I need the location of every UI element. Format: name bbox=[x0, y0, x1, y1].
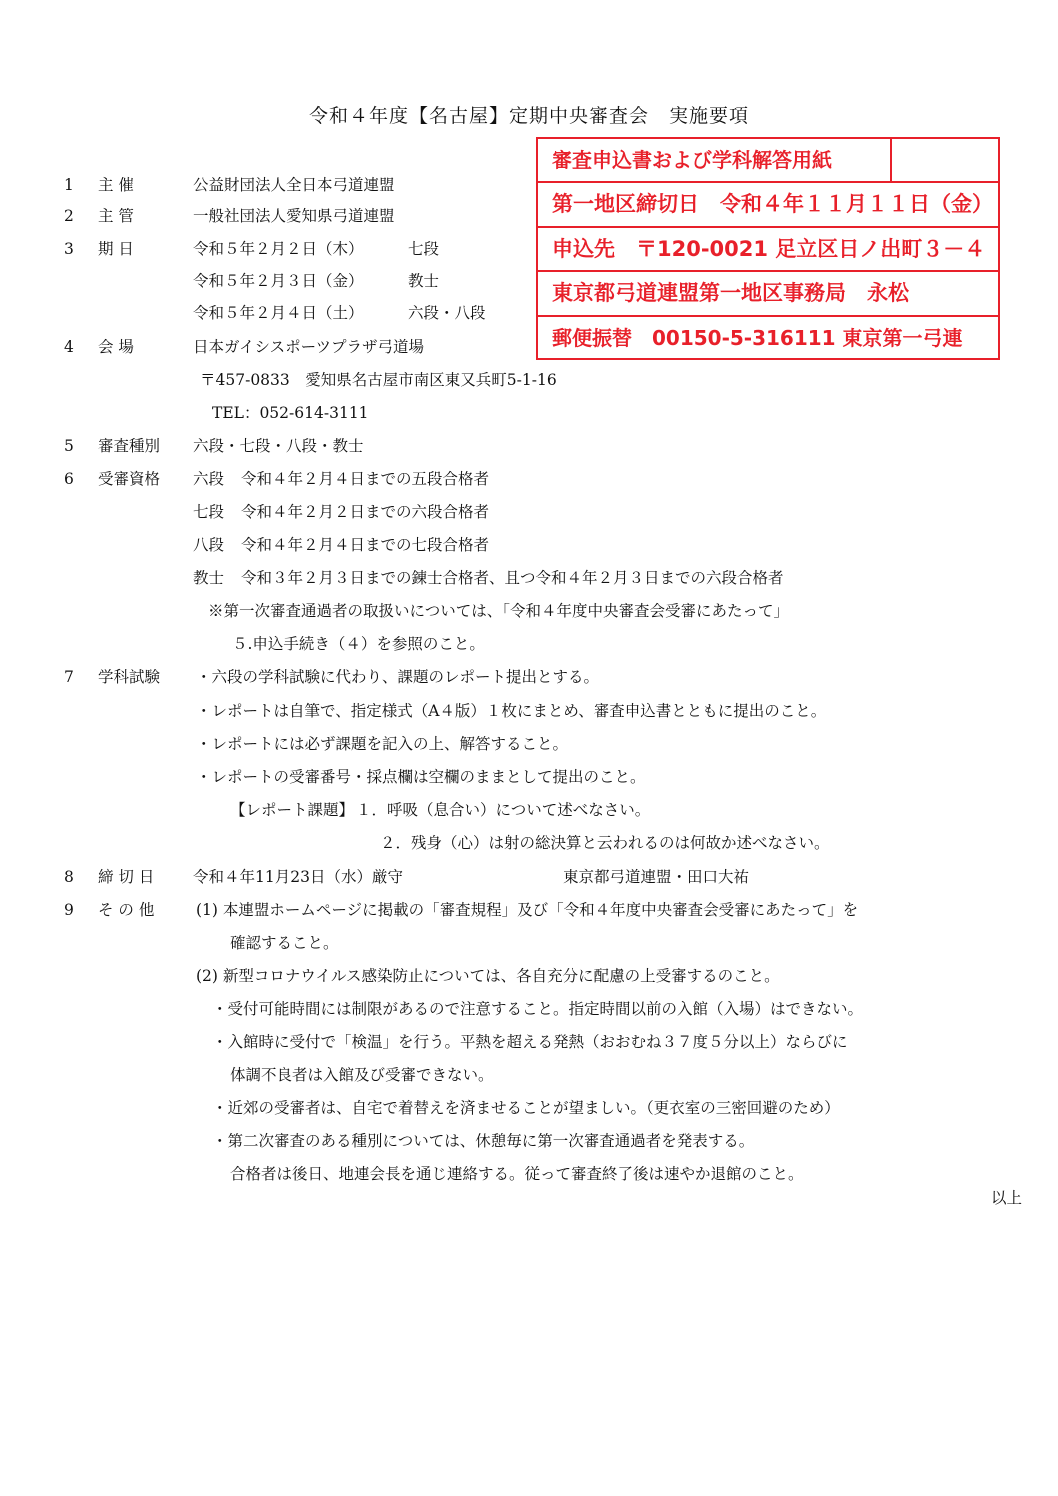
item-label: 審査種別 bbox=[98, 437, 161, 455]
report-label: 【レポート課題】 bbox=[230, 801, 355, 819]
item-text: 一般社団法人愛知県弓道連盟 bbox=[193, 207, 395, 225]
item-label: 学科試験 bbox=[98, 668, 161, 686]
item-number: 9 bbox=[64, 901, 74, 919]
exam-bullet: ・レポートの受審番号・採点欄は空欄のままとして提出のこと。 bbox=[196, 768, 646, 786]
date-value: 令和５年２月３日（金） bbox=[193, 272, 364, 290]
other-line: (1) 本連盟ホームページに掲載の「審査規程」及び「令和４年度中央審査会受審にあたって」を bbox=[196, 901, 859, 919]
item-text: 公益財団法人全日本弓道連盟 bbox=[193, 176, 395, 194]
item-number: 7 bbox=[64, 668, 74, 686]
report-topic: ２．残身（心）は射の総決算と云われるのは何故か述べなさい。 bbox=[380, 834, 830, 852]
closing-mark: 以上 bbox=[991, 1189, 1023, 1207]
other-line: ・近郊の受審者は、自宅で着替えを済ませることが望ましい。（更衣室の三密回避のため） bbox=[212, 1099, 840, 1117]
date-value: 令和５年２月２日（木） bbox=[193, 240, 364, 258]
office-row bbox=[538, 270, 998, 315]
item-label: 期 日 bbox=[98, 240, 134, 258]
other-line: ・入館時に受付で「検温」を行う。平熱を超える発熱（おおむね３７度５分以上）ならびに bbox=[212, 1033, 848, 1051]
qual-grade: 八段 bbox=[193, 536, 225, 554]
item-number: 3 bbox=[64, 240, 74, 258]
other-line: 体調不良者は入館及び受審できない。 bbox=[230, 1066, 494, 1084]
item-number: 6 bbox=[64, 470, 74, 488]
venue-tel: TEL：052-614-3111 bbox=[212, 404, 369, 422]
other-line: 確認すること。 bbox=[230, 934, 339, 952]
other-line: ・第二次審査のある種別については、休憩毎に第一次審査通過者を発表する。 bbox=[212, 1132, 755, 1150]
qual-condition: 令和４年２月４日までの七段合格者 bbox=[241, 536, 490, 554]
other-line: 合格者は後日、地連会長を通じ連絡する。従って審査終了後は速やか退館のこと。 bbox=[230, 1165, 804, 1183]
qual-note: ※第一次審査通過者の取扱いについては、「令和４年度中央審査会受審にあたって」 bbox=[208, 602, 789, 620]
item-label: 会 場 bbox=[98, 338, 134, 356]
postal-text: 郵便振替 00150-5-316111 東京第一弓連 bbox=[552, 326, 963, 350]
exam-bullet: ・レポートは自筆で、指定様式（A４版）１枚にまとめ、審査申込書とともに提出のこと。 bbox=[196, 702, 827, 720]
exam-bullet: ・レポートには必ず課題を記入の上、解答すること。 bbox=[196, 735, 569, 753]
item-label: 主 管 bbox=[98, 207, 134, 225]
venue-name: 日本ガイシスポーツプラザ弓道場 bbox=[193, 338, 424, 356]
item-label: 受審資格 bbox=[98, 470, 161, 488]
other-line: (2) 新型コロナウイルス感染防止については、各自充分に配慮の上受審するのこと。 bbox=[196, 967, 780, 985]
item-number: 2 bbox=[64, 207, 74, 225]
qual-condition: 令和３年２月３日までの錬士合格者、且つ令和４年２月３日までの六段合格者 bbox=[241, 569, 784, 587]
date-value: 令和５年２月４日（土） bbox=[193, 304, 364, 322]
qual-condition: 令和４年２月２日までの六段合格者 bbox=[241, 503, 490, 521]
item-label: そ の 他 bbox=[98, 901, 155, 919]
date-grade: 七段 bbox=[408, 240, 440, 258]
report-topic: １．呼吸（息合い）について述べなさい。 bbox=[356, 801, 651, 819]
date-grade: 六段・八段 bbox=[408, 304, 486, 322]
item-number: 8 bbox=[64, 868, 74, 886]
other-line: ・受付可能時間には制限があるので注意すること。指定時間以前の入館（入場）はできない。 bbox=[212, 1000, 864, 1018]
qual-condition: 令和４年２月４日までの五段合格者 bbox=[241, 470, 490, 488]
date-grade: 教士 bbox=[408, 272, 440, 290]
item-label: 締 切 日 bbox=[98, 868, 155, 886]
address-text: 申込先 〒120-0021 足立区日ノ出町３－４ bbox=[552, 237, 986, 261]
application-box-header-row bbox=[538, 139, 998, 181]
address-row bbox=[538, 226, 998, 270]
deadline-text: 第一地区締切日 令和４年１１月１１日（金） bbox=[552, 192, 993, 216]
qual-grade: 教士 bbox=[193, 569, 225, 587]
qual-grade: 六段 bbox=[193, 470, 225, 488]
qual-note: ５.申込手続き（４）を参照のこと。 bbox=[232, 635, 485, 653]
application-box-divider bbox=[890, 139, 892, 181]
exam-bullet: ・六段の学科試験に代わり、課題のレポート提出とする。 bbox=[196, 668, 600, 686]
item-number: 4 bbox=[64, 338, 74, 356]
item-number: 1 bbox=[64, 176, 74, 194]
deadline-row bbox=[538, 181, 998, 226]
item-text: 六段・七段・八段・教士 bbox=[193, 437, 364, 455]
venue-address: 〒457-0833 愛知県名古屋市南区東又兵町5-1-16 bbox=[200, 371, 557, 389]
application-box-header: 審査申込書および学科解答用紙 bbox=[552, 148, 832, 172]
deadline-date: 令和４年11月23日（水）厳守 bbox=[193, 868, 403, 886]
qual-grade: 七段 bbox=[193, 503, 225, 521]
page-title: 令和４年度【名古屋】定期中央審査会 実施要項 bbox=[308, 105, 749, 127]
deadline-contact: 東京都弓道連盟・田口大祐 bbox=[563, 868, 750, 886]
application-box bbox=[536, 137, 1000, 360]
item-number: 5 bbox=[64, 437, 74, 455]
item-label: 主 催 bbox=[98, 176, 134, 194]
office-text: 東京都弓道連盟第一地区事務局 永松 bbox=[552, 281, 909, 305]
postal-row bbox=[538, 315, 998, 360]
